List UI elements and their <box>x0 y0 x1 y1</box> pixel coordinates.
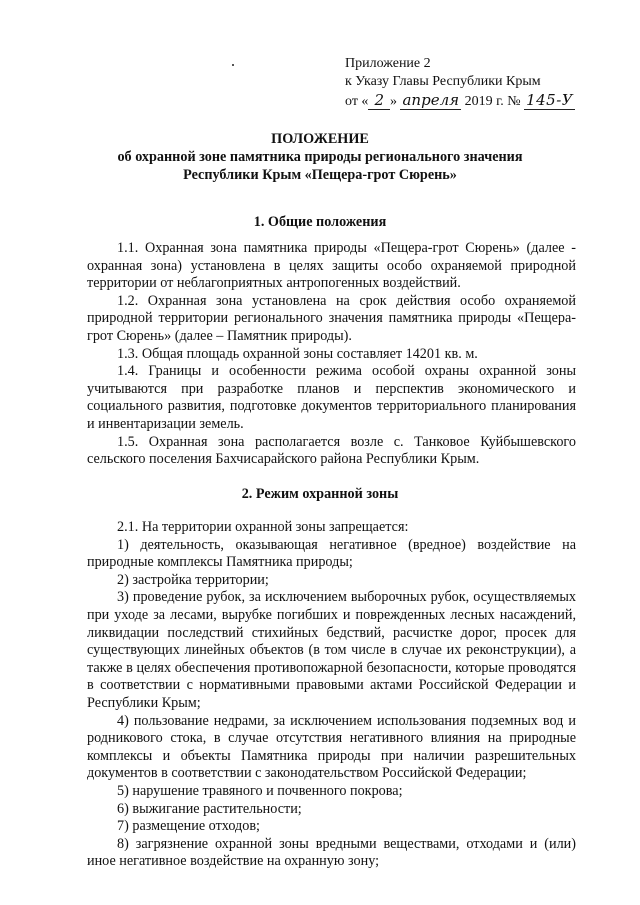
scan-speck <box>232 64 234 66</box>
paragraph: 2) застройка территории; <box>117 571 269 588</box>
handwritten-day: 2 <box>368 91 390 110</box>
paragraph: 1.5. Охранная зона располагается возле с. Танковое Куйбышевского сельского поселения Бахчисарайского района Республики Крым. <box>87 433 576 468</box>
date-mid: » <box>389 94 397 109</box>
paragraph: 2.1. На территории охранной зоны запрещается: <box>117 519 409 535</box>
paragraph: 5) нарушение травяного и почвенного покрова; <box>117 782 403 799</box>
paragraph: 7) размещение отходов; <box>117 818 260 835</box>
paragraph: 1.4. Границы и особенности режима особой охраны охранной зоны учитываются при разработке планов и перспектив экономического и социального развития, подготовке документов территориального планирования и инвентаризации земель. <box>87 363 576 432</box>
date-prefix: от « <box>345 94 369 109</box>
appendix-reference: к Указу Главы Республики Крым <box>345 74 541 89</box>
paragraph: 6) выжигание растительности; <box>117 800 302 817</box>
handwritten-number: 145-У <box>526 91 574 109</box>
section-1-heading: 1. Общие положения <box>253 214 387 230</box>
paragraph: 1.1. Охранная зона памятника природы «Пещера-грот Сюрень» (далее - охранная зона) установлена в целях защиты особо охраняемой природной территории от неблагоприятных антропогенных воздействий. <box>87 240 576 292</box>
appendix-number: Приложение 2 <box>345 56 431 71</box>
paragraph: 4) пользование недрами, за исключением использования подземных вод и родникового стока, в случае отсутствия негативного влияния на природные комплексы и объекты Памятника природы при наличии разрешительных документов в соответствии с законодательством Российской Федерации; <box>87 712 576 782</box>
title-sub-1: об охранной зоне памятника природы регионального значения <box>117 149 523 165</box>
date-year: 2019 г. № <box>464 94 521 109</box>
section-2-heading: 2. Режим охранной зоны <box>241 486 399 502</box>
title-main: ПОЛОЖЕНИЕ <box>271 131 369 147</box>
paragraph: 1.3. Общая площадь охранной зоны составляет 14201 кв. м. <box>117 345 478 362</box>
section-2-body <box>87 519 576 871</box>
title-sub-2: Республики Крым «Пещера-грот Сюрень» <box>183 167 457 183</box>
paragraph: 8) загрязнение охранной зоны вредными веществами, отходами и (или) иное негативное воздействие на охранную зону; <box>87 835 576 870</box>
appendix-header <box>345 55 615 111</box>
document-title <box>60 130 580 184</box>
paragraph: 1) деятельность, оказывающая негативное (вредное) воздействие на природные комплексы Памятника природы; <box>87 536 576 571</box>
handwritten-month: апреля <box>402 91 460 109</box>
section-1-body <box>87 240 576 469</box>
paragraph: 1.2. Охранная зона установлена на срок действия особо охраняемой природной территории регионального значения памятника природы «Пещера-грот Сюрень» (далее – Памятник природы). <box>87 292 576 344</box>
appendix-date-line <box>345 91 615 111</box>
paragraph: 3) проведение рубок, за исключением выборочных рубок, осуществляемых при уходе за лесами, вырубке погибших и поврежденных лесных насаждений, ликвидации последствий стихийных бедствий, расчистке дорог, просек для существующих линейных объектов (в том числе в случае их реконструкции), а также в целях обеспечения противопожарной безопасности, которые проводятся в соответствии с нормативными правовыми актами Российской Федерации и Республики Крым; <box>87 589 576 711</box>
